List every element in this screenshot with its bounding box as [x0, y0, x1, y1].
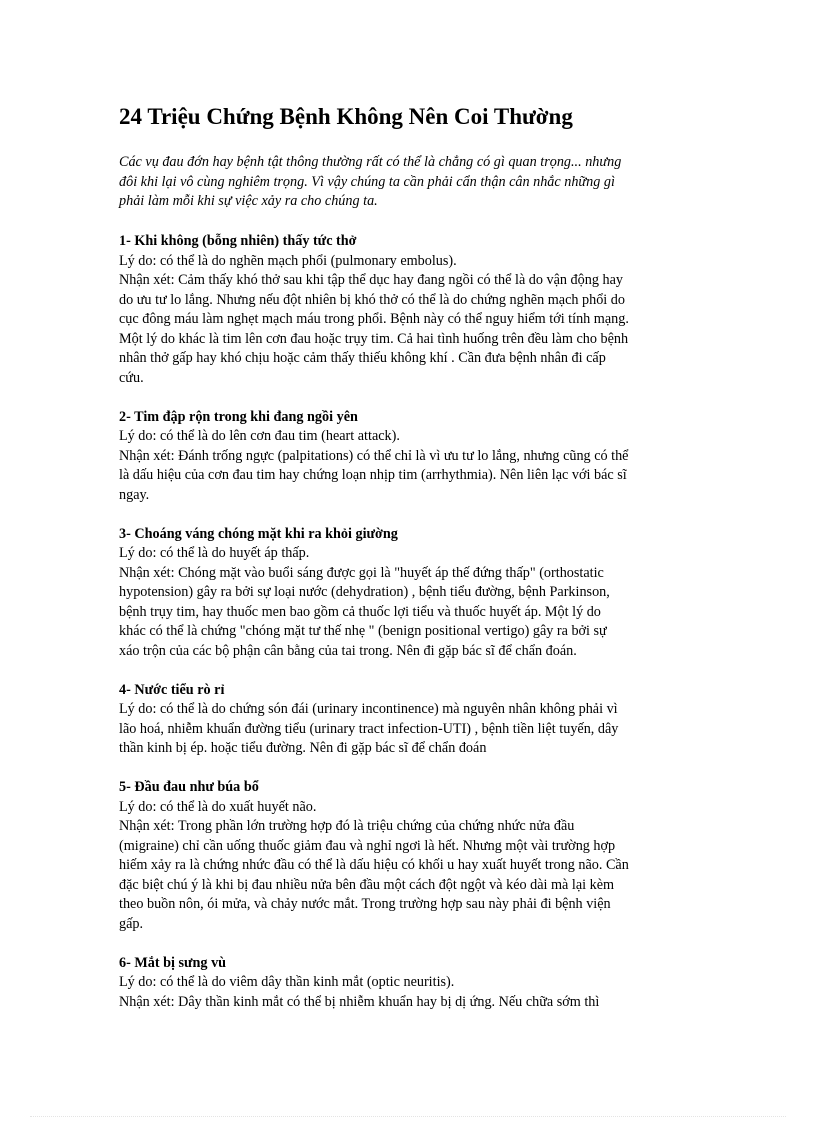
- section-line: ngay.: [119, 486, 150, 503]
- section-line: cứu.: [119, 369, 144, 386]
- section-line: Lý do: có thể là do nghẽn mạch phổi (pulmonary embolus).: [119, 252, 457, 269]
- section-line: Nhận xét: Cảm thấy khó thở sau khi tập thể dục hay đang ngồi có thể là do vận động hay: [119, 272, 623, 288]
- intro-line: phải làm mỗi khi sự việc xảy ra cho chúng ta.: [119, 193, 378, 209]
- section-4: [119, 681, 704, 759]
- intro-line: đôi khi lại vô cùng nghiêm trọng. Vì vậy chúng ta cần phải cẩn thận cân nhắc những gì: [119, 173, 615, 190]
- section-line: do ưu tư lo lắng. Nhưng nếu đột nhiên bị khó thở có thể là do chứng nghẽn mạch phổi do: [119, 291, 625, 308]
- section-line: Lý do: có thể là do chứng són đái (urinary incontinence) mà nguyên nhân không phải vì: [119, 701, 618, 717]
- section-line: Lý do: có thể là do lên cơn đau tim (heart attack).: [119, 428, 400, 444]
- section-line: khác có thể là chứng "chóng mặt tư thế nhẹ " (benign positional vertigo) gây ra bởi sự: [119, 623, 607, 639]
- section-5: [119, 778, 704, 934]
- section-line: Nhận xét: Dây thần kinh mắt có thể bị nhiễm khuẩn hay bị dị ứng. Nếu chữa sớm thì: [119, 993, 600, 1010]
- section-line: hypotension) gây ra bởi sự loại nước (dehydration) , bệnh tiểu đường, bệnh Parkinson,: [119, 584, 610, 600]
- section-line: lão hoá, nhiễm khuẩn đường tiểu (urinary tract infection-UTI) , bệnh tiền liệt tuyến, dây: [119, 720, 619, 737]
- intro-line: Các vụ đau đớn hay bệnh tật thông thường rất có thể là chẳng có gì quan trọng... nhưng: [119, 154, 622, 170]
- section-heading: 1- Khi không (bỗng nhiên) thấy tức thở: [119, 233, 357, 249]
- section-line: Lý do: có thể là do viêm dây thần kinh mắt (optic neuritis).: [119, 974, 455, 990]
- section-line: xáo trộn của các bộ phận cân bằng của tai trong. Nên đi gặp bác sĩ để chẩn đoán.: [119, 642, 577, 659]
- section-line: đặc biệt chú ý là khi bị đau nhiều nửa bên đầu một cách đột ngột và kéo dài mà lại kèm: [119, 876, 615, 893]
- section-line: Nhận xét: Chóng mặt vào buổi sáng được gọi là "huyết áp thế đứng thấp" (orthostatic: [119, 564, 604, 581]
- section-line: hiếm xảy ra là chứng nhức đầu có thể là dấu hiệu có khối u hay xuất huyết trong não. Cần: [119, 857, 629, 873]
- section-line: Lý do: có thể là do xuất huyết não.: [119, 798, 317, 815]
- section-6: [119, 954, 704, 1013]
- section-line: gấp.: [119, 915, 144, 932]
- page-title: 24 Triệu Chứng Bệnh Không Nên Coi Thường: [119, 104, 573, 129]
- section-heading: 4- Nước tiểu rò rỉ: [119, 681, 225, 698]
- section-line: Nhận xét: Trong phần lớn trường hợp đó là triệu chứng của chứng nhức nửa đầu: [119, 818, 575, 834]
- section-2: [119, 408, 704, 506]
- page-bottom-divider: [30, 1116, 786, 1117]
- section-line: bệnh trụy tim, hay thuốc men bao gồm cả thuốc lợi tiểu và thuốc huyết áp. Một lý do: [119, 603, 601, 620]
- section-3: [119, 525, 704, 662]
- section-heading: 2- Tim đập rộn trong khi đang ngồi yên: [119, 408, 358, 425]
- section-line: nhân thở gấp hay khó chịu hoặc cảm thấy thiếu không khí . Cần đưa bệnh nhân đi cấp: [119, 350, 606, 366]
- section-line: (migraine) chỉ cần uống thuốc giảm đau và nghỉ ngơi là hết. Nhưng một vài trường hợp: [119, 837, 616, 854]
- section-line: thần kinh bị ép. hoặc tiểu đường. Nên đi gặp bác sĩ để chẩn đoán: [119, 740, 487, 756]
- section-heading: 3- Choáng váng chóng mặt khi ra khỏi giường: [119, 525, 398, 542]
- section-line: cục đông máu làm nghẹt mạch máu trong phổi. Bệnh này có thể nguy hiểm tới tính mạng.: [119, 311, 629, 327]
- section-line: Lý do: có thể là do huyết áp thấp.: [119, 545, 310, 561]
- section-line: là dấu hiệu của cơn đau tim hay chứng loạn nhịp tim (arrhythmia). Nên liên lạc với bác sĩ: [119, 467, 627, 483]
- intro-paragraph: [119, 153, 699, 212]
- section-line: Nhận xét: Đánh trống ngực (palpitations) có thể chỉ là vì ưu tư lo lắng, nhưng cũng có thể: [119, 447, 629, 464]
- section-heading: 5- Đầu đau như búa bổ: [119, 779, 259, 795]
- section-heading: 6- Mắt bị sưng vù: [119, 954, 227, 971]
- section-line: Một lý do khác là tim lên cơn đau hoặc trụy tim. Cả hai tình huống trên đều làm cho bệnh: [119, 330, 629, 347]
- section-line: theo buồn nôn, ói mửa, và chảy nước mắt. Trong trường hợp sau này phải đi bệnh viện: [119, 896, 611, 912]
- section-1: [119, 232, 704, 388]
- document-body: [119, 232, 704, 1012]
